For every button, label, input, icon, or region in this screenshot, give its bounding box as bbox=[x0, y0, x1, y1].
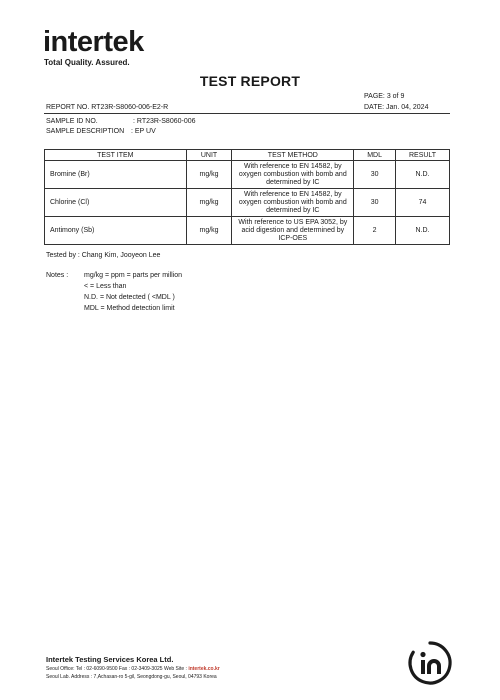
cell-unit: mg/kg bbox=[186, 217, 232, 245]
report-title: TEST REPORT bbox=[199, 73, 301, 89]
header-divider bbox=[44, 113, 450, 114]
cell-test-method: With reference to US EPA 3052, by acid digestion and determined by ICP-OES bbox=[232, 217, 354, 245]
cell-test-method: With reference to EN 14582, by oxygen combustion with bomb and determined by IC bbox=[232, 189, 354, 217]
note-line: N.D. = Not detected ( <MDL ) bbox=[84, 294, 175, 301]
cell-test-item: Chlorine (Cl) bbox=[45, 189, 187, 217]
table-row bbox=[45, 189, 450, 217]
cell-mdl: 30 bbox=[354, 189, 396, 217]
header-unit: UNIT bbox=[186, 150, 232, 161]
intertek-in-mark-icon bbox=[406, 639, 454, 687]
footer-lab-address: Seoul Lab. Address : 7,Achasan-ro 5-gil, Seongdong-gu, Seoul, 04793 Korea bbox=[46, 674, 217, 680]
cell-test-item: Bromine (Br) bbox=[45, 161, 187, 189]
sample-description-value: : EP UV bbox=[131, 128, 156, 135]
intertek-logo bbox=[43, 26, 153, 68]
header-result: RESULT bbox=[396, 150, 450, 161]
footer-office bbox=[46, 665, 220, 673]
report-date: DATE: Jan. 04, 2024 bbox=[364, 104, 429, 111]
cell-result: N.D. bbox=[396, 217, 450, 245]
logo-wordmark: intertek bbox=[43, 26, 144, 58]
table-header-row bbox=[45, 150, 450, 161]
header-mdl: MDL bbox=[354, 150, 396, 161]
note-line: mg/kg = ppm = parts per million bbox=[84, 272, 183, 279]
note-line: MDL = Method detection limit bbox=[84, 305, 175, 312]
sample-id-value: : RT23R-S8060-006 bbox=[133, 118, 196, 125]
cell-unit: mg/kg bbox=[186, 161, 232, 189]
page-number: PAGE: 3 of 9 bbox=[364, 93, 405, 100]
cell-mdl: 2 bbox=[354, 217, 396, 245]
sample-description-label: SAMPLE DESCRIPTION bbox=[46, 128, 125, 135]
notes-section bbox=[46, 270, 182, 314]
cell-test-item: Antimony (Sb) bbox=[45, 217, 187, 245]
note-line: < = Less than bbox=[84, 283, 127, 290]
cell-unit: mg/kg bbox=[186, 189, 232, 217]
table-row bbox=[45, 161, 450, 189]
sample-id-label: SAMPLE ID NO. bbox=[46, 118, 98, 125]
results-table bbox=[44, 149, 450, 245]
cell-result: 74 bbox=[396, 189, 450, 217]
logo-tagline: Total Quality. Assured. bbox=[44, 58, 130, 67]
footer bbox=[46, 655, 220, 681]
footer-website-link[interactable]: intertek.co.kr bbox=[188, 666, 220, 672]
header-test-method: TEST METHOD bbox=[232, 150, 354, 161]
cell-test-method: With reference to EN 14582, by oxygen combustion with bomb and determined by IC bbox=[232, 161, 354, 189]
cell-mdl: 30 bbox=[354, 161, 396, 189]
footer-company: Intertek Testing Services Korea Ltd. bbox=[46, 655, 174, 664]
cell-result: N.D. bbox=[396, 161, 450, 189]
footer-office-contact: Seoul Office: Tel : 02-6090-9500 Fax : 02-3409-3025 Web Site : bbox=[46, 666, 187, 672]
notes-label: Notes : bbox=[46, 272, 69, 279]
table-row bbox=[45, 217, 450, 245]
tested-by: Tested by : Chang Kim, Jooyeon Lee bbox=[46, 252, 161, 259]
report-number: REPORT NO. RT23R-S8060-006-E2-R bbox=[46, 104, 169, 111]
header-test-item: TEST ITEM bbox=[45, 150, 187, 161]
